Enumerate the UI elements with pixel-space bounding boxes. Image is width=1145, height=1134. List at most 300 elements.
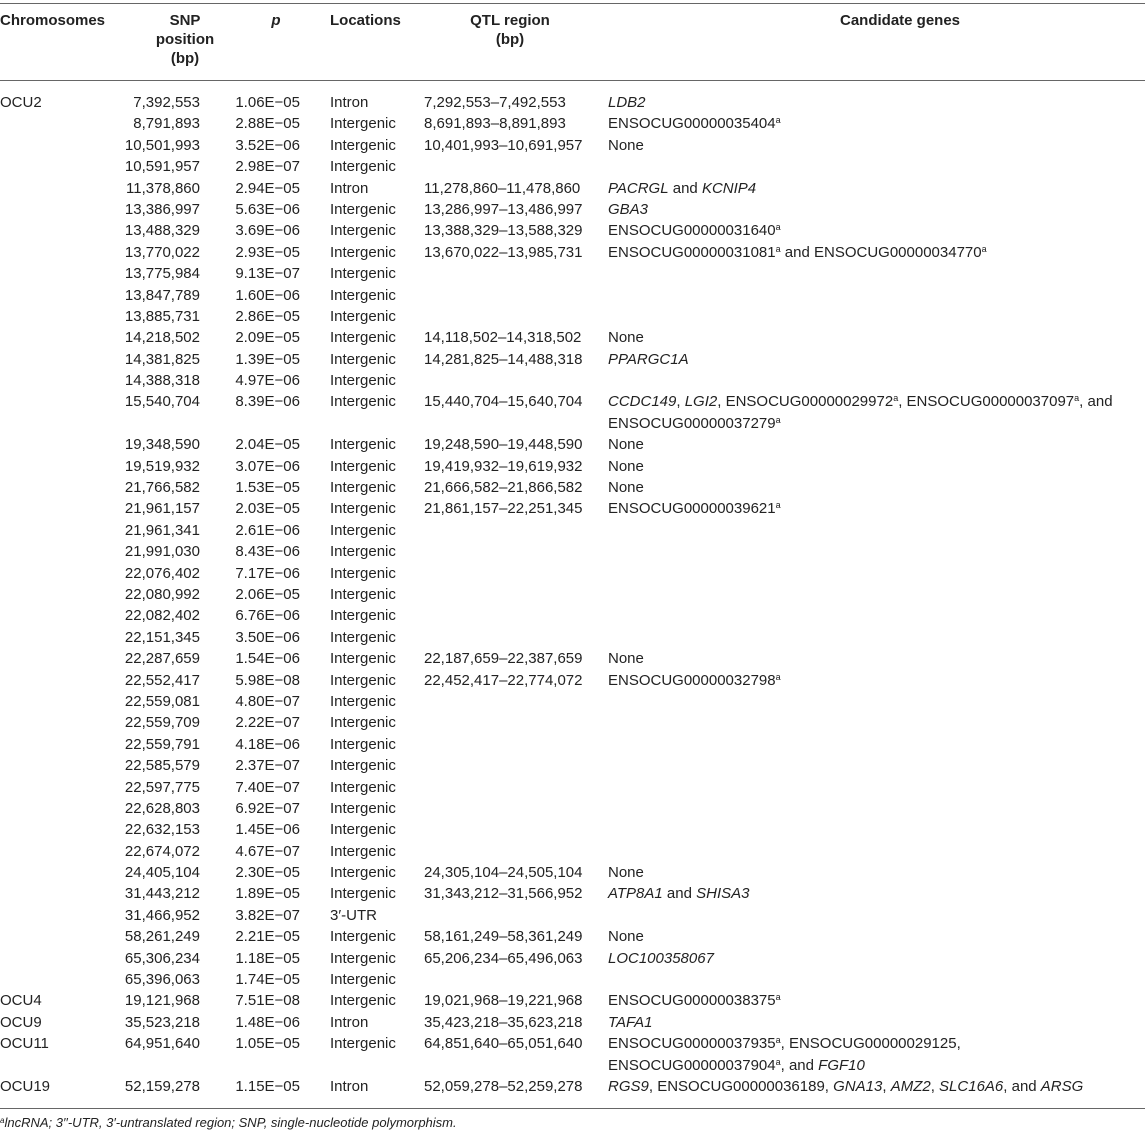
location-cell: Intergenic: [330, 372, 396, 390]
location-cell: Intergenic: [330, 586, 396, 603]
p-value-cell: 5.63E−06: [235, 200, 300, 218]
snp-position-cell: 64,951,640: [124, 1035, 200, 1053]
table-row: [0, 498, 1145, 519]
p-value-cell: 2.94E−05: [235, 179, 300, 197]
table-row: [0, 92, 1145, 113]
qtl-region-cell: 52,059,278–52,259,278: [424, 1078, 583, 1095]
gene-text: and ENSOCUG00000034770: [780, 243, 982, 261]
candidate-genes-cell: [608, 113, 1138, 134]
gene-text: None: [608, 457, 644, 475]
p-value-cell: 1.54E−06: [235, 650, 300, 668]
snp-position-cell: 22,585,579: [124, 757, 200, 775]
p-value-cell: 7.40E−07: [235, 778, 300, 796]
gene-text: , ENSOCUG00000029125, ENSOCUG00000037904: [608, 1035, 961, 1074]
qtl-region-cell: 31,343,212–31,566,952: [424, 885, 583, 903]
gene-text: , ENSOCUG00000029972: [717, 393, 894, 411]
location-cell: Intergenic: [330, 885, 396, 903]
qtl-region-cell: 7,292,553–7,492,553: [424, 94, 566, 111]
p-value-cell: 2.04E−05: [235, 436, 300, 454]
candidate-genes-cell: [608, 242, 1138, 263]
snp-position-cell: 21,991,030: [124, 543, 200, 561]
table-row: [0, 370, 1145, 391]
location-cell: Intergenic: [330, 243, 396, 261]
p-value-cell: 3.50E−06: [235, 628, 300, 646]
snp-position-cell: 22,559,709: [124, 714, 200, 732]
table-row: [0, 926, 1145, 947]
p-value-cell: 1.39E−05: [235, 350, 300, 368]
gene-text: , and: [1003, 1078, 1041, 1095]
gene-text: None: [608, 864, 644, 882]
p-value-cell: 2.21E−05: [235, 928, 300, 946]
location-cell: Intergenic: [330, 628, 396, 646]
gene-text: None: [608, 479, 644, 497]
gene-text: ,: [676, 393, 685, 411]
location-cell: Intergenic: [330, 735, 396, 753]
snp-position-cell: 14,218,502: [124, 329, 200, 347]
p-value-cell: 2.03E−05: [235, 500, 300, 518]
location-cell: Intergenic: [330, 799, 396, 817]
candidate-genes-cell: [608, 349, 1138, 370]
p-value-cell: 7.17E−06: [235, 564, 300, 582]
candidate-genes-cell: [608, 670, 1138, 691]
qtl-region-cell: 14,118,502–14,318,502: [424, 329, 582, 347]
location-cell: Intergenic: [330, 821, 396, 839]
table-row: [0, 584, 1145, 605]
p-value-cell: 4.97E−06: [235, 372, 300, 390]
candidate-genes-cell: [608, 178, 1138, 199]
gene-text: ,: [882, 1078, 891, 1095]
table-row: [0, 456, 1145, 477]
candidate-genes-cell: [608, 135, 1138, 156]
gene-text: , ENSOCUG00000037097: [898, 393, 1075, 411]
chromosome-cell: OCU19: [0, 1078, 51, 1095]
gene-text: GNA13: [833, 1078, 883, 1095]
table-row: [0, 327, 1145, 348]
qtl-region-cell: 13,388,329–13,588,329: [424, 222, 583, 240]
gene-text: SHISA3: [696, 885, 750, 903]
qtl-region-cell: 13,286,997–13,486,997: [424, 200, 583, 218]
candidate-genes-cell: [608, 1076, 1138, 1097]
p-value-cell: 1.53E−05: [235, 479, 300, 497]
table-row: [0, 712, 1145, 733]
gene-text: None: [608, 650, 644, 668]
gene-text: LGI2: [684, 393, 718, 411]
gene-text: None: [608, 928, 644, 946]
candidate-genes-cell: [608, 948, 1138, 969]
candidate-genes-cell: [608, 862, 1138, 883]
table-row: [0, 883, 1145, 904]
header-snp-line1: SNP: [169, 12, 201, 29]
snp-position-cell: 31,443,212: [124, 885, 200, 903]
gene-footnote-marker: a: [775, 115, 781, 126]
location-cell: Intergenic: [330, 564, 396, 582]
header-p: [256, 11, 296, 30]
p-value-cell: 1.74E−05: [235, 971, 300, 989]
p-value-cell: 3.52E−06: [235, 136, 300, 154]
p-value-cell: 4.18E−06: [235, 735, 300, 753]
table-row: [0, 734, 1145, 755]
location-cell: Intergenic: [330, 136, 396, 154]
p-value-cell: 3.69E−06: [235, 222, 300, 240]
qtl-region-cell: 22,187,659–22,387,659: [424, 650, 583, 668]
snp-position-cell: 19,348,590: [124, 436, 200, 454]
p-value-cell: 4.67E−07: [235, 842, 300, 860]
qtl-region-cell: 19,419,932–19,619,932: [424, 457, 583, 475]
snp-position-cell: 22,552,417: [124, 671, 200, 689]
snp-position-cell: 65,306,234: [124, 949, 200, 967]
table-row: [0, 990, 1145, 1011]
snp-position-cell: 24,405,104: [124, 864, 200, 882]
header-qtl-line2: (bp): [495, 31, 525, 48]
gene-text: ,: [930, 1078, 940, 1095]
p-value-cell: 2.22E−07: [235, 714, 300, 732]
table-row: [0, 349, 1145, 370]
gene-text: and: [668, 179, 702, 197]
gene-footnote-marker: a: [1074, 393, 1080, 404]
snp-position-cell: 19,519,932: [124, 457, 200, 475]
gene-footnote-marker: a: [775, 1056, 781, 1067]
gene-text: , and: [780, 1056, 819, 1074]
location-cell: Intergenic: [330, 928, 396, 946]
table-row: [0, 905, 1145, 926]
p-value-cell: 1.06E−05: [235, 94, 300, 111]
p-value-cell: 1.89E−05: [235, 885, 300, 903]
location-cell: Intergenic: [330, 714, 396, 732]
gene-text: ENSOCUG00000038375: [608, 992, 776, 1010]
location-cell: Intergenic: [330, 778, 396, 796]
location-cell: Intergenic: [330, 457, 396, 475]
snp-position-cell: 13,386,997: [124, 200, 200, 218]
qtl-region-cell: 19,021,968–19,221,968: [424, 992, 583, 1010]
gene-text: GBA3: [608, 200, 649, 218]
table-row: [0, 670, 1145, 691]
location-cell: Intergenic: [330, 286, 396, 304]
qtl-region-cell: 8,691,893–8,891,893: [424, 115, 566, 133]
gene-text: and: [662, 885, 697, 903]
table-row: [0, 691, 1145, 712]
table-row: [0, 156, 1145, 177]
table-row: [0, 798, 1145, 819]
p-value-cell: 1.15E−05: [235, 1078, 300, 1095]
gene-text: KCNIP4: [701, 179, 757, 197]
qtl-region-cell: 24,305,104–24,505,104: [424, 864, 583, 882]
snp-position-cell: 52,159,278: [124, 1078, 200, 1095]
gene-footnote-marker: a: [775, 243, 781, 254]
snp-position-cell: 13,775,984: [124, 265, 200, 283]
qtl-region-cell: 11,278,860–11,478,860: [424, 179, 581, 197]
snp-position-cell: 22,597,775: [124, 778, 200, 796]
gene-footnote-marker: a: [775, 992, 781, 1003]
location-cell: Intron: [330, 1013, 369, 1031]
location-cell: Intergenic: [330, 307, 396, 325]
location-cell: Intron: [330, 1078, 369, 1095]
table-row: [0, 563, 1145, 584]
candidate-genes-cell: [608, 1033, 1138, 1076]
location-cell: 3′-UTR: [330, 906, 377, 924]
p-value-cell: 4.80E−07: [235, 692, 300, 710]
qtl-region-cell: 65,206,234–65,496,063: [424, 949, 583, 967]
location-cell: Intergenic: [330, 393, 396, 411]
snp-position-cell: 22,674,072: [124, 842, 200, 860]
chromosome-cell: OCU4: [0, 992, 42, 1010]
snp-position-cell: 22,082,402: [124, 607, 200, 625]
location-cell: Intergenic: [330, 671, 396, 689]
gene-text: None: [608, 136, 644, 154]
snp-position-cell: 13,770,022: [124, 243, 200, 261]
header-snp-line2: position: [155, 31, 215, 48]
chromosome-cell: OCU2: [0, 94, 42, 111]
snp-position-cell: 21,961,341: [124, 521, 200, 539]
location-cell: Intergenic: [330, 350, 396, 368]
p-value-cell: 6.92E−07: [235, 799, 300, 817]
location-cell: Intergenic: [330, 158, 396, 176]
header-locations: Locations: [330, 12, 401, 29]
location-cell: Intergenic: [330, 864, 396, 882]
header-snp-line3: (bp): [170, 50, 200, 67]
p-value-cell: 1.60E−06: [235, 286, 300, 304]
gene-text: ARSG: [1040, 1078, 1084, 1095]
table-row: [0, 113, 1145, 134]
gene-text: LDB2: [608, 94, 646, 111]
table-row: [0, 948, 1145, 969]
table-row: [0, 220, 1145, 241]
gene-text: ENSOCUG00000035404: [608, 115, 776, 133]
gene-text: , ENSOCUG00000036189,: [648, 1078, 834, 1095]
p-value-cell: 8.39E−06: [235, 393, 300, 411]
snp-position-cell: 14,388,318: [124, 372, 200, 390]
qtl-region-cell: 14,281,825–14,488,318: [424, 350, 583, 368]
p-value-cell: 2.86E−05: [235, 307, 300, 325]
location-cell: Intergenic: [330, 757, 396, 775]
location-cell: Intergenic: [330, 650, 396, 668]
p-value-cell: 6.76E−06: [235, 607, 300, 625]
header-qtl-region: [440, 11, 580, 49]
qtl-region-cell: 22,452,417–22,774,072: [424, 671, 583, 689]
header-p-text: p: [271, 12, 281, 29]
location-cell: Intergenic: [330, 115, 396, 133]
location-cell: Intergenic: [330, 842, 396, 860]
top-rule: [0, 3, 1145, 4]
p-value-cell: 2.09E−05: [235, 329, 300, 347]
snp-position-cell: 58,261,249: [124, 928, 200, 946]
p-value-cell: 5.98E−08: [235, 671, 300, 689]
gene-footnote-marker: a: [775, 671, 781, 682]
location-cell: Intergenic: [330, 692, 396, 710]
table-row: [0, 434, 1145, 455]
candidate-genes-cell: [608, 883, 1138, 904]
table-row: [0, 627, 1145, 648]
table-row: [0, 541, 1145, 562]
table-row: [0, 477, 1145, 498]
location-cell: Intergenic: [330, 607, 396, 625]
snp-position-cell: 65,396,063: [124, 971, 200, 989]
candidate-genes-cell: [608, 434, 1138, 455]
snp-position-cell: 15,540,704: [124, 393, 200, 411]
qtl-region-cell: 19,248,590–19,448,590: [424, 436, 583, 454]
snp-position-cell: 21,961,157: [124, 500, 200, 518]
gene-text: ENSOCUG00000032798: [608, 671, 776, 689]
location-cell: Intergenic: [330, 479, 396, 497]
table-row: [0, 1012, 1145, 1033]
chromosome-cell: OCU11: [0, 1035, 49, 1053]
location-cell: Intergenic: [330, 971, 396, 989]
gene-text: AMZ2: [890, 1078, 931, 1095]
snp-position-cell: 19,121,968: [124, 992, 200, 1010]
candidate-genes-cell: [608, 391, 1138, 434]
location-cell: Intergenic: [330, 436, 396, 454]
candidate-genes-cell: [608, 220, 1138, 241]
qtl-region-cell: 10,401,993–10,691,957: [424, 136, 583, 154]
header-qtl-line1: QTL region: [470, 12, 550, 29]
p-value-cell: 2.61E−06: [235, 521, 300, 539]
candidate-genes-cell: [608, 990, 1138, 1011]
location-cell: Intergenic: [330, 200, 396, 218]
location-cell: Intergenic: [330, 521, 396, 539]
p-value-cell: 9.13E−07: [235, 265, 300, 283]
table-footnote: [0, 1114, 457, 1131]
gene-footnote-marker: a: [775, 1035, 781, 1046]
location-cell: Intron: [330, 94, 369, 111]
gene-footnote-marker: a: [775, 414, 781, 425]
location-cell: Intron: [330, 179, 369, 197]
table-row: [0, 969, 1145, 990]
table-row: [0, 819, 1145, 840]
gene-text: PPARGC1A: [608, 350, 689, 368]
p-value-cell: 2.06E−05: [235, 586, 300, 603]
table-row: [0, 520, 1145, 541]
chromosome-cell: OCU9: [0, 1013, 42, 1031]
location-cell: Intergenic: [330, 543, 396, 561]
header-snp-position: [135, 11, 235, 68]
gene-text: ENSOCUG00000039621: [608, 500, 776, 518]
qtl-region-cell: 13,670,022–13,985,731: [424, 243, 583, 261]
snp-position-cell: 13,885,731: [124, 307, 200, 325]
snp-position-cell: 8,791,893: [133, 115, 200, 133]
candidate-genes-cell: [608, 926, 1138, 947]
gene-text: CCDC149: [608, 393, 677, 411]
table-row: [0, 391, 1145, 434]
qtl-region-cell: 35,423,218–35,623,218: [424, 1013, 583, 1031]
p-value-cell: 2.88E−05: [235, 115, 300, 133]
p-value-cell: 2.93E−05: [235, 243, 300, 261]
candidate-genes-cell: [608, 199, 1138, 220]
location-cell: Intergenic: [330, 992, 396, 1010]
candidate-genes-cell: [608, 498, 1138, 519]
qtl-region-cell: 15,440,704–15,640,704: [424, 393, 583, 411]
gene-footnote-marker: a: [893, 393, 899, 404]
snp-position-cell: 22,151,345: [124, 628, 200, 646]
gene-text: None: [608, 329, 644, 347]
gene-text: LOC100358067: [608, 949, 714, 967]
table-row: [0, 841, 1145, 862]
location-cell: Intergenic: [330, 500, 396, 518]
p-value-cell: 8.43E−06: [235, 543, 300, 561]
gene-text: ENSOCUG00000031081: [608, 243, 776, 261]
candidate-genes-cell: [608, 648, 1138, 669]
table-row: [0, 862, 1145, 883]
gene-text: ENSOCUG00000037935: [608, 1035, 776, 1053]
snp-position-cell: 22,559,791: [124, 735, 200, 753]
p-value-cell: 1.45E−06: [235, 821, 300, 839]
snp-position-cell: 14,381,825: [124, 350, 200, 368]
snp-position-cell: 13,488,329: [124, 222, 200, 240]
header-rule: [0, 80, 1145, 81]
location-cell: Intergenic: [330, 329, 396, 347]
p-value-cell: 3.82E−07: [235, 906, 300, 924]
table-row: [0, 199, 1145, 220]
header-chromosomes: Chromosomes: [0, 12, 106, 29]
gene-text: FGF10: [818, 1056, 865, 1074]
snp-position-cell: 22,076,402: [124, 564, 200, 582]
header-candidate-genes: Candidate genes: [839, 12, 961, 29]
table-row: [0, 135, 1145, 156]
p-value-cell: 7.51E−08: [235, 992, 300, 1010]
qtl-region-cell: 21,666,582–21,866,582: [424, 479, 583, 497]
candidate-genes-cell: [608, 1012, 1138, 1033]
table-row: [0, 178, 1145, 199]
location-cell: Intergenic: [330, 1035, 396, 1053]
footnote-marker: a: [0, 1116, 5, 1125]
snp-position-cell: 10,501,993: [124, 136, 200, 154]
table-row: [0, 1033, 1145, 1076]
snp-position-cell: 11,378,860: [126, 179, 200, 197]
candidate-genes-cell: [608, 327, 1138, 348]
gene-text: ATP8A1: [608, 885, 663, 903]
table-row: [0, 285, 1145, 306]
gene-text: , and ENSOCUG00000037279: [608, 393, 1113, 432]
gene-text: PACRGL: [608, 179, 669, 197]
gene-footnote-marker: a: [775, 500, 781, 511]
candidate-genes-cell: [608, 456, 1138, 477]
p-value-cell: 2.37E−07: [235, 757, 300, 775]
gene-text: ENSOCUG00000031640: [608, 222, 776, 240]
snp-position-cell: 21,766,582: [124, 479, 200, 497]
table-body: [0, 92, 1145, 1097]
footnote-text: lncRNA; 3′′-UTR, 3′-untranslated region; SNP, single-nucleotide polymorphism.: [4, 1115, 457, 1130]
snp-position-cell: 7,392,553: [133, 94, 200, 111]
snp-position-cell: 31,466,952: [124, 906, 200, 924]
location-cell: Intergenic: [330, 265, 396, 283]
p-value-cell: 1.18E−05: [235, 949, 300, 967]
location-cell: Intergenic: [330, 222, 396, 240]
gene-text: SLC16A6: [939, 1078, 1004, 1095]
gene-text: RGS9: [608, 1078, 649, 1095]
gene-text: TAFA1: [608, 1013, 653, 1031]
bottom-rule: [0, 1108, 1145, 1109]
candidate-genes-cell: [608, 477, 1138, 498]
p-value-cell: 2.30E−05: [235, 864, 300, 882]
qtl-region-cell: 58,161,249–58,361,249: [424, 928, 583, 946]
location-cell: Intergenic: [330, 949, 396, 967]
p-value-cell: 3.07E−06: [235, 457, 300, 475]
qtl-region-cell: 64,851,640–65,051,640: [424, 1035, 583, 1053]
snp-position-cell: 35,523,218: [124, 1013, 200, 1031]
snp-position-cell: 22,559,081: [124, 692, 200, 710]
table-row: [0, 306, 1145, 327]
table-row: [0, 242, 1145, 263]
gene-footnote-marker: a: [775, 222, 781, 233]
snp-position-cell: 22,632,153: [124, 821, 200, 839]
snp-position-cell: 22,080,992: [124, 586, 200, 603]
p-value-cell: 2.98E−07: [235, 158, 300, 176]
snp-position-cell: 22,628,803: [124, 799, 200, 817]
candidate-genes-cell: [608, 92, 1138, 113]
qtl-region-cell: 21,861,157–22,251,345: [424, 500, 583, 518]
table-row: [0, 648, 1145, 669]
table-row: [0, 263, 1145, 284]
p-value-cell: 1.48E−06: [235, 1013, 300, 1031]
gene-footnote-marker: a: [981, 243, 987, 254]
